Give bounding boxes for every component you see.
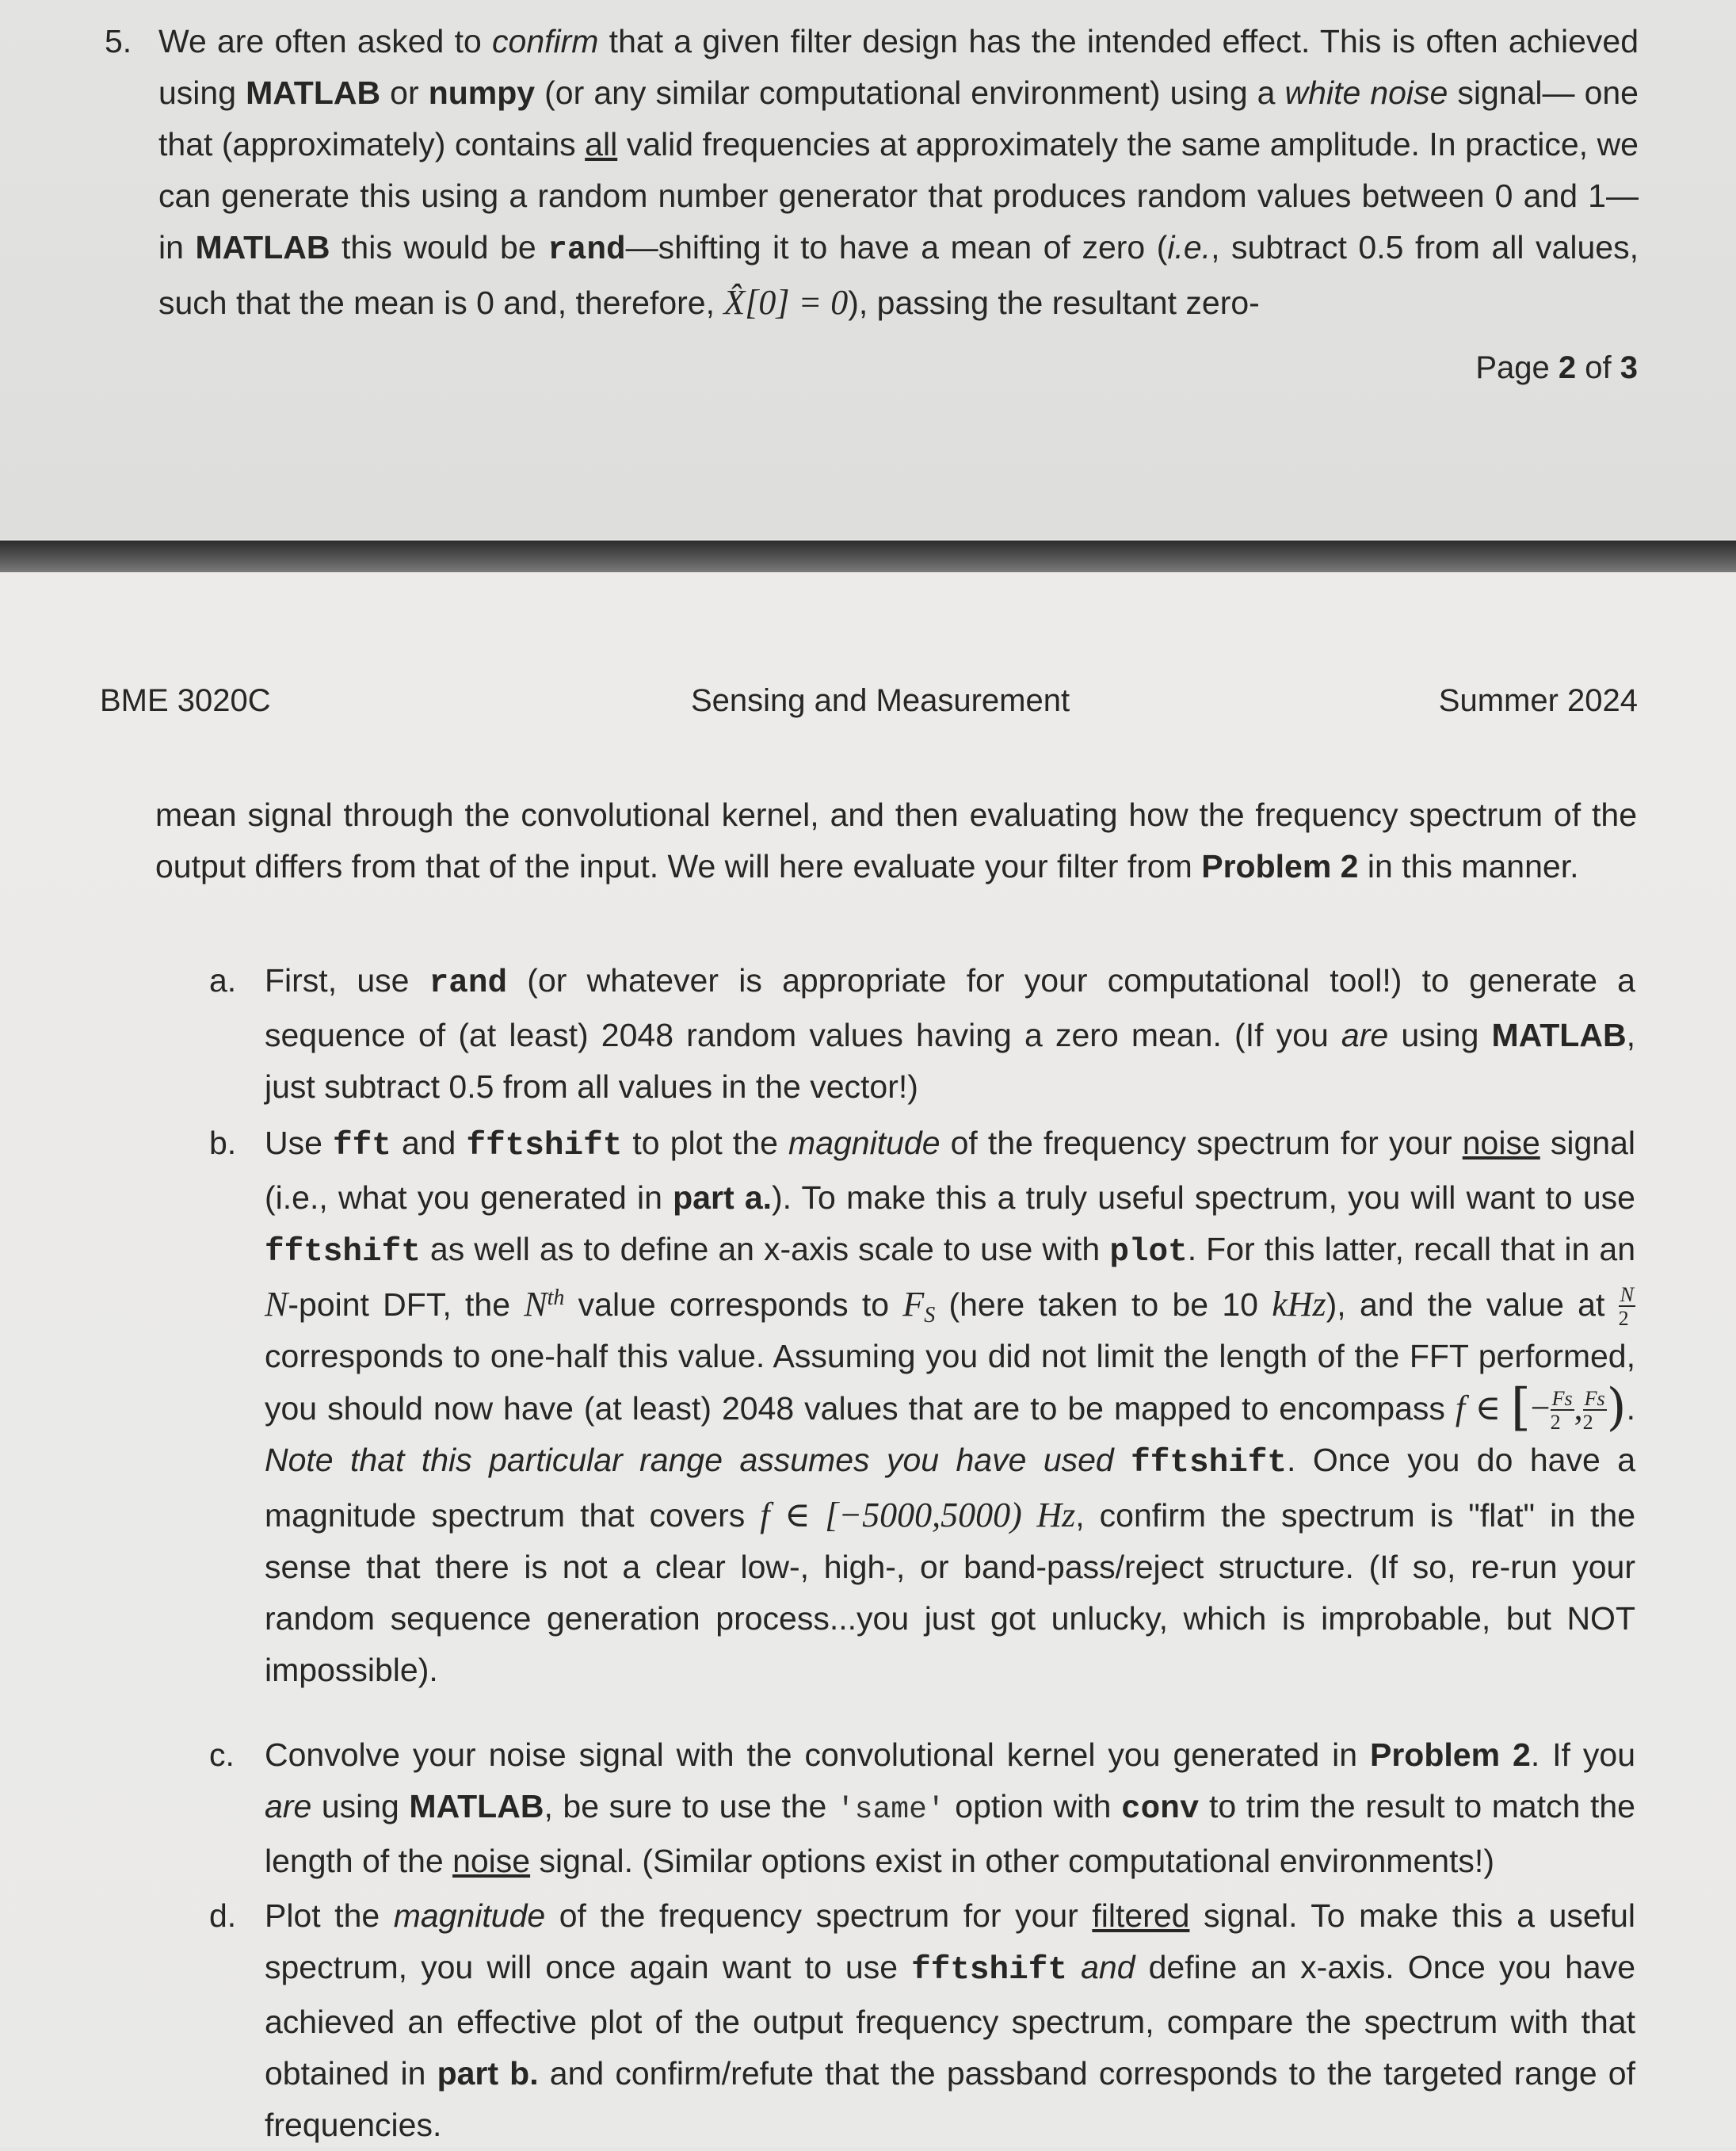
item-d-label: d.: [209, 1897, 237, 1934]
header-term: Summer 2024: [1438, 683, 1638, 718]
header-course: BME 3020C: [100, 683, 271, 718]
item-a-label: a.: [209, 962, 237, 999]
item-c-label: c.: [209, 1736, 235, 1773]
question-continuation: mean signal through the convolutional kernel, and then evaluating how the frequency spectrum of the output differs from that of the input. We will here evaluate your filter from Problem 2 in this manner.: [155, 797, 1637, 884]
page-number: Page 2 of 3: [1475, 350, 1638, 385]
item-b-label: b.: [209, 1125, 237, 1161]
question-intro: We are often asked to confirm that a given filter design has the intended effect. This is often achieved using MATLAB or numpy (or any similar computational environment) using a white noise signal— one that (approximately) contains all valid frequencies at approximately the same amplitude. In practice, we can generate this using a random number generator that produces random values between 0 and 1—in MATLAB this would be rand—shifting it to have a mean of zero (i.e., subtract 0.5 from all values, such that the mean is 0 and, therefore, X̂[0] = 0), passing the resultant zero-: [158, 23, 1639, 322]
item-d: Plot the magnitude of the frequency spectrum for your filtered signal. To make this a useful spectrum, you will once again want to use fftshift and define an x-axis. Once you have achieved an effective plot of the output frequency spectrum, compare the spectrum with that obtained in part b. and confirm/refute that the passband corresponds to the targeted range of frequencies.: [265, 1897, 1635, 2143]
item-b: Use fft and fftshift to plot the magnitude of the frequency spectrum for your noise signal (i.e., what you generated in part a.). To make this a truly useful spectrum, you will want to use fftshift as well as to define an x-axis scale to use with plot. For this latter, recall that in an N-point DFT, the $N^{th}$ value corresponds to $F_S$ (here taken to be 10 kHz), and the value at $\frac{N}{2}$ corresponds to one-half this value. Assuming you did not limit the length of the FFT performed, you should now have (at least) 2048 values that are to be mapped to encompass f ∈ [− $\frac{Fs}{2}$ , $\frac{Fs}{2}$ ). Note that this particular range assumes you have used fftshift. Once you do have a magnitude spectrum that covers f ∈ [−5000,5000) Hz, confirm the spectrum is "flat" in the sense that there is not a clear low-, high-, or band-pass/reject structure. (If so, re-run your random sequence generation process...you just got unlucky, which is improbable, but NOT impossible).: [265, 1125, 1636, 1688]
header-title: Sensing and Measurement: [691, 683, 1070, 718]
question-number: 5.: [105, 23, 132, 59]
page-divider: [0, 541, 1736, 572]
item-a: First, use rand (or whatever is appropriate for your computational tool!) to generate a sequence of (at least) 2048 random values having a zero mean. (If you are using MATLAB, just subtract 0.5 from all values in the vector!): [265, 962, 1635, 1105]
item-c: Convolve your noise signal with the convolutional kernel you generated in Problem 2. If you are using MATLAB, be sure to use the 'same' option with conv to trim the result to match the length of the noise signal. (Similar options exist in other computational environments!): [265, 1736, 1636, 1879]
fraction-n-over-2: $\frac{N}{2}$: [1618, 1283, 1634, 1331]
